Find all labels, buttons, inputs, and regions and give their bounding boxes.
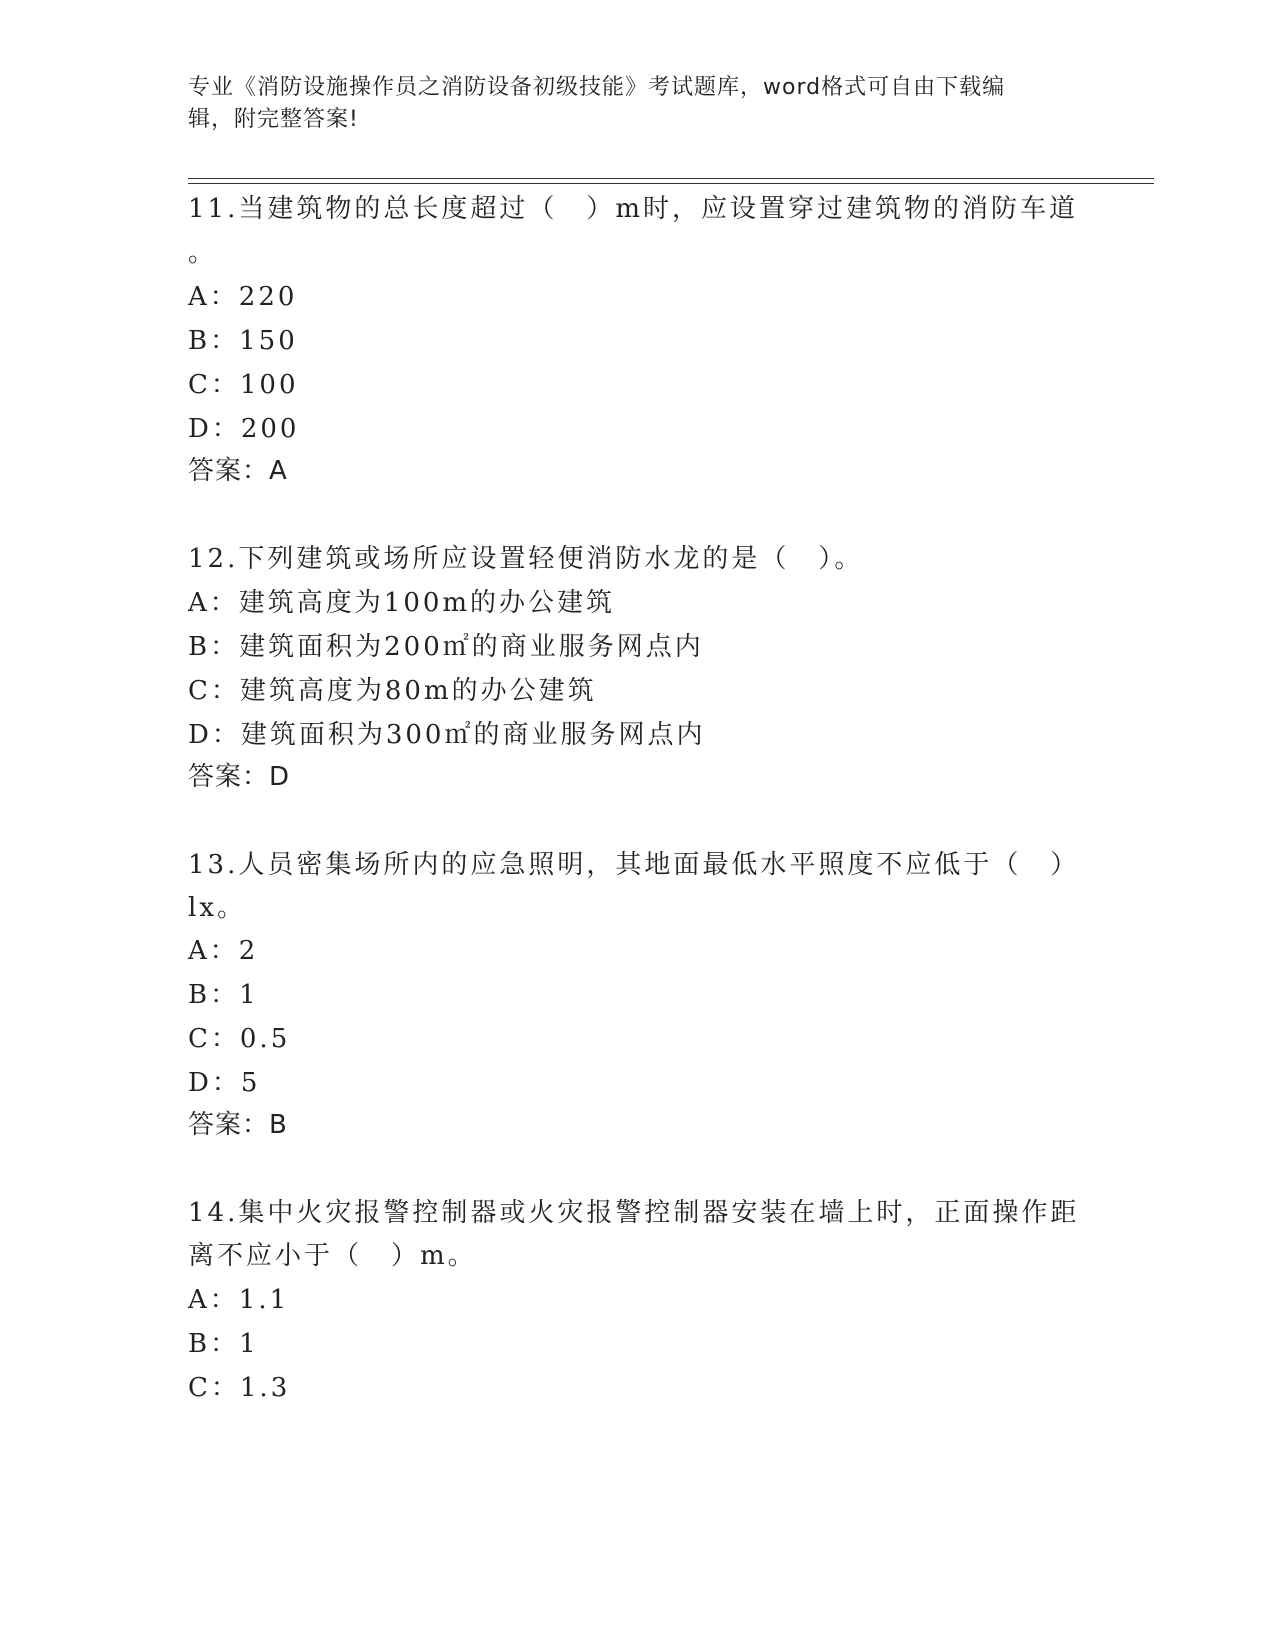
question-11-option-c: C：100 xyxy=(188,370,299,400)
question-12-stem: 12.下列建筑或场所应设置轻便消防水龙的是（ ）。 xyxy=(188,544,864,574)
question-12-option-b: B：建筑面积为200㎡的商业服务网点内 xyxy=(188,632,704,662)
question-13-answer: 答案：B xyxy=(188,1110,288,1140)
question-11-stem-cont: 。 xyxy=(188,238,218,268)
question-13-option-a: A：2 xyxy=(188,936,259,966)
question-14-option-b: B：1 xyxy=(188,1329,259,1359)
question-13-stem: 13.人员密集场所内的应急照明，其地面最低水平照度不应低于（ ） xyxy=(188,850,1080,880)
question-14-stem: 14.集中火灾报警控制器或火灾报警控制器安装在墙上时，正面操作距 xyxy=(188,1198,1080,1228)
question-11-answer: 答案：A xyxy=(188,456,288,486)
question-13-option-c: C：0.5 xyxy=(188,1024,291,1054)
question-13-stem-cont: lx。 xyxy=(188,893,246,923)
question-13-option-b: B：1 xyxy=(188,980,259,1010)
question-11-option-a: A：220 xyxy=(188,282,298,312)
document-header xyxy=(188,72,1068,136)
question-14-option-a: A：1.1 xyxy=(188,1285,290,1315)
question-11-option-d: D：200 xyxy=(188,414,300,444)
question-11-stem: 11.当建筑物的总长度超过（ ）m时，应设置穿过建筑物的消防车道 xyxy=(188,194,1079,224)
header-divider-bottom xyxy=(188,183,1154,184)
header-line-1: 专业《消防设施操作员之消防设备初级技能》考试题库，word格式可自由下载编 xyxy=(188,75,1006,100)
question-11-option-b: B：150 xyxy=(188,326,298,356)
question-12-answer: 答案：D xyxy=(188,762,291,792)
header-divider-top xyxy=(188,178,1154,179)
question-12-option-a: A：建筑高度为100m的办公建筑 xyxy=(188,588,616,618)
question-12-option-d: D：建筑面积为300㎡的商业服务网点内 xyxy=(188,720,706,750)
question-12-option-c: C：建筑高度为80m的办公建筑 xyxy=(188,676,597,706)
question-14-stem-cont: 离不应小于（ ）m。 xyxy=(188,1241,477,1271)
question-14-option-c: C：1.3 xyxy=(188,1373,291,1403)
question-13-option-d: D：5 xyxy=(188,1068,261,1098)
header-line-2: 辑，附完整答案! xyxy=(188,107,359,132)
